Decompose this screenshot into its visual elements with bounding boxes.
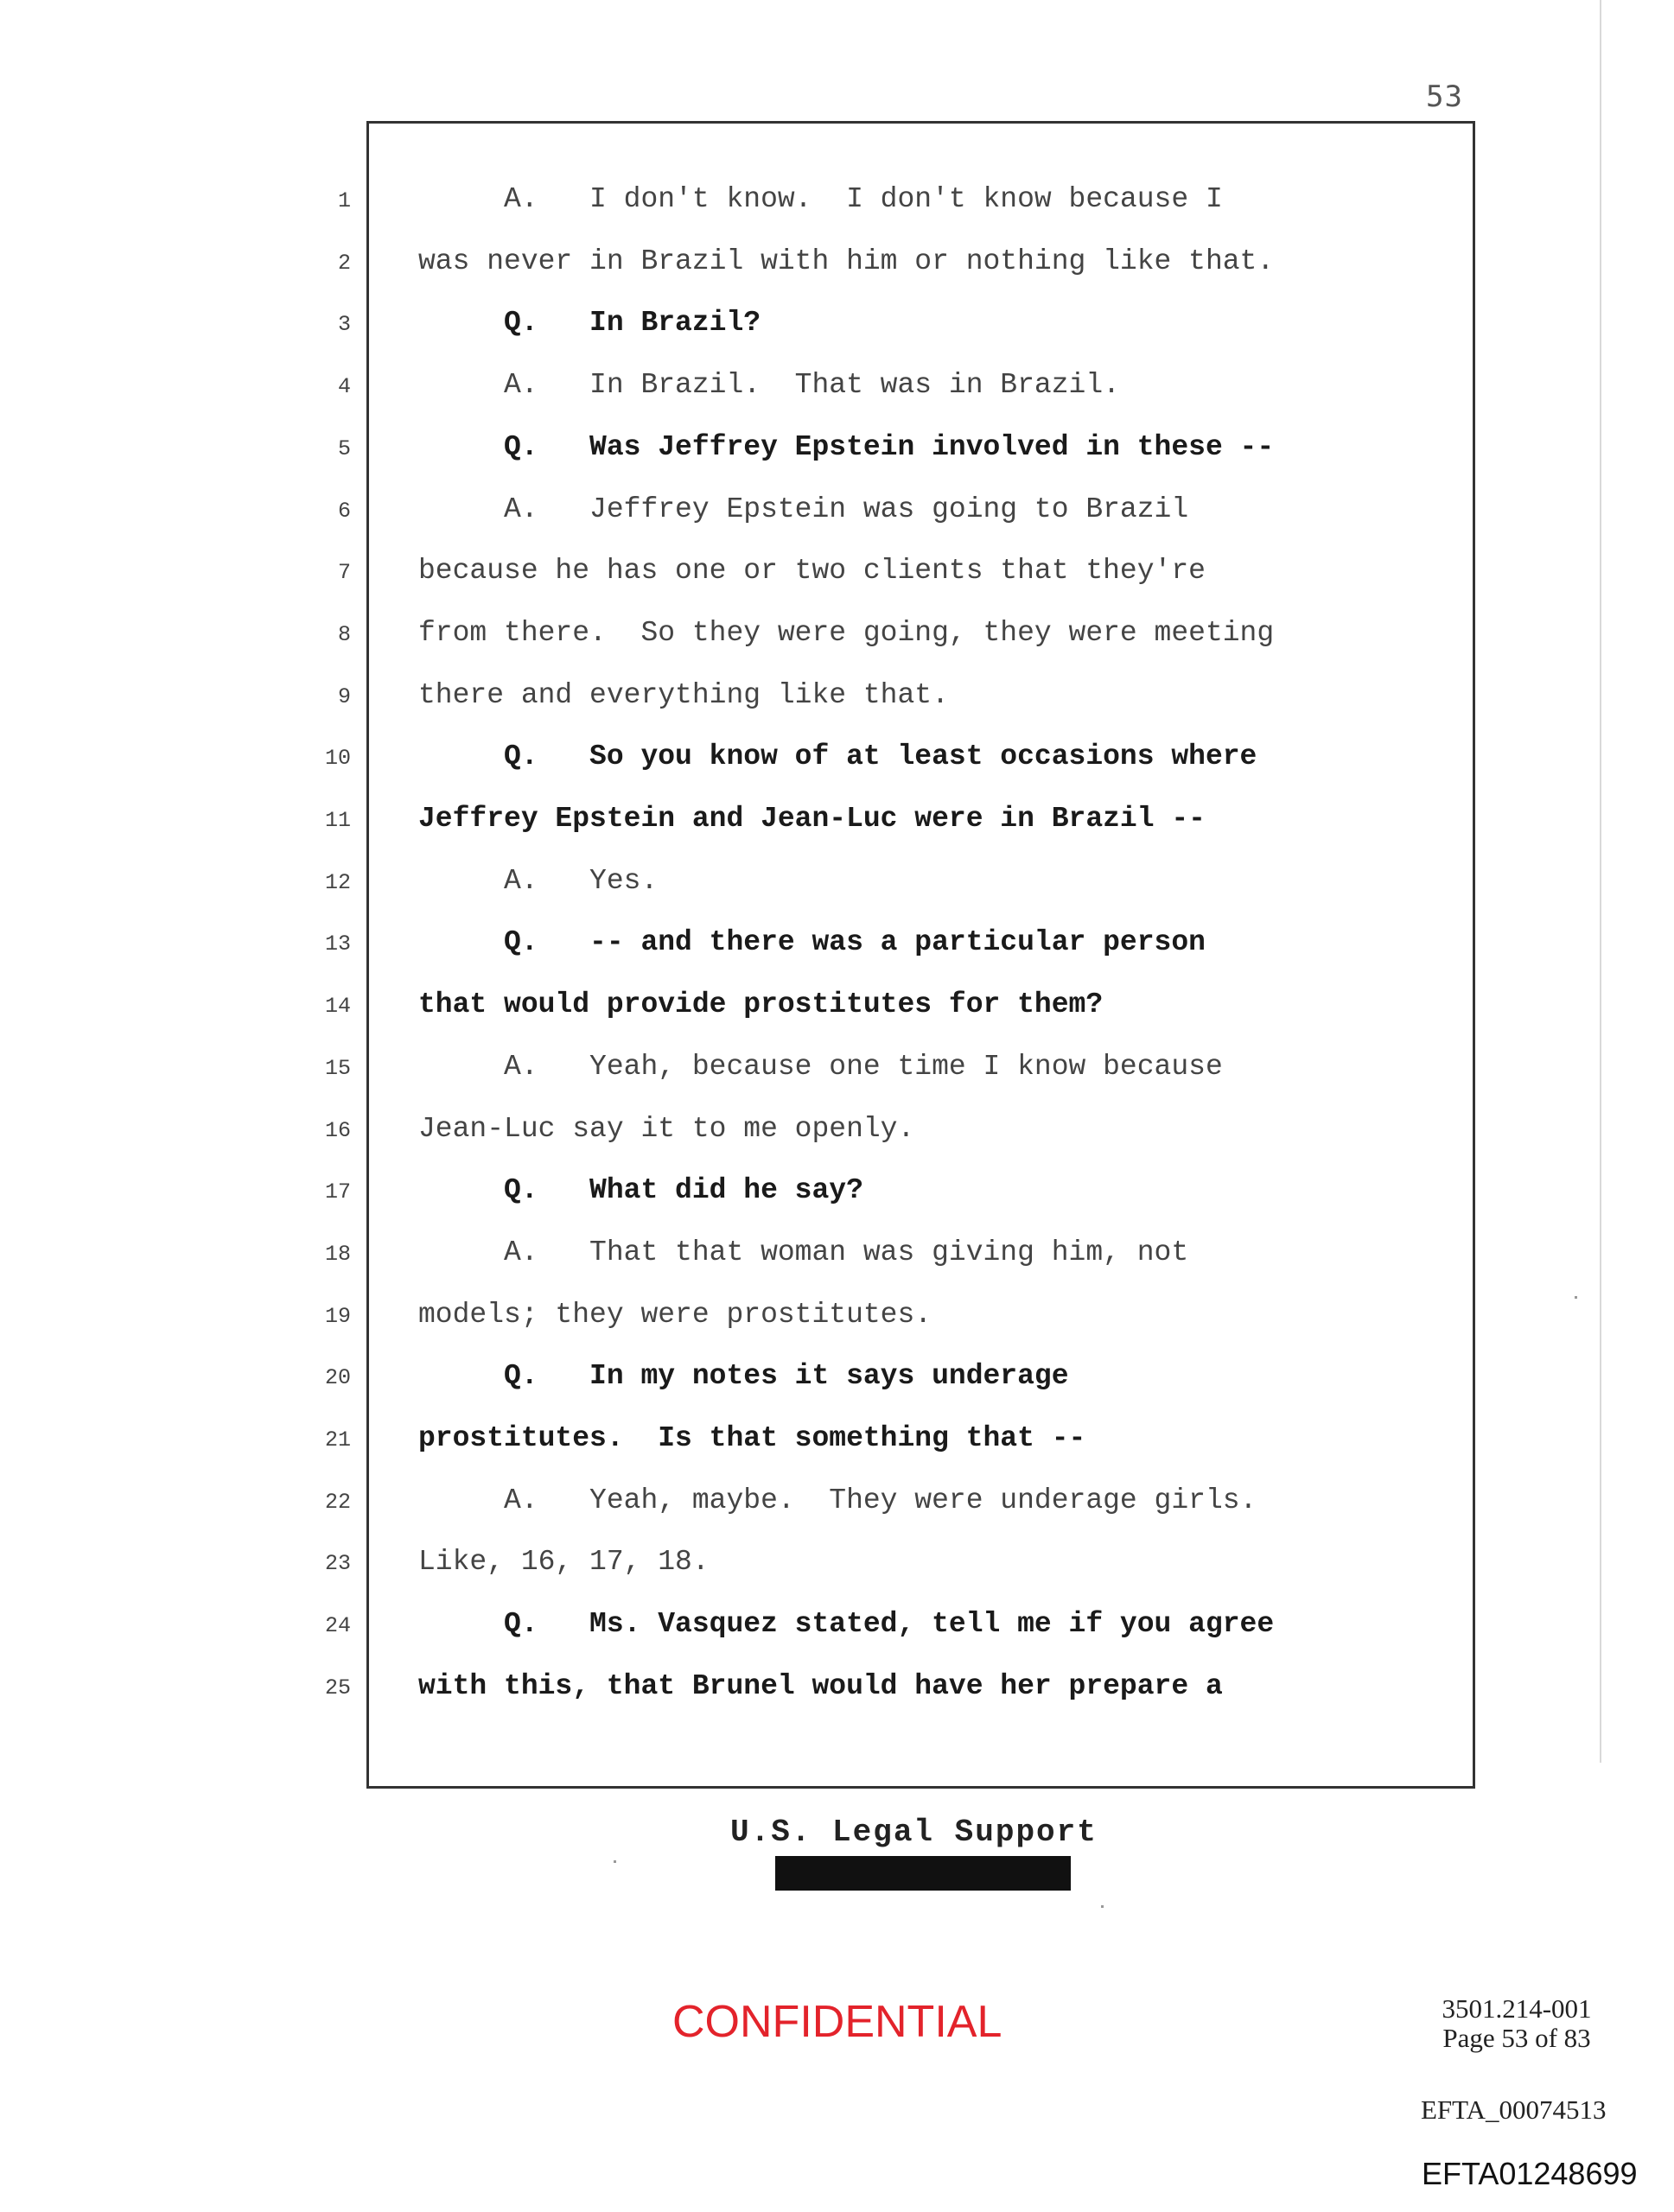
question-line: Q. In my notes it says underage (418, 1360, 1069, 1393)
answer-line: there and everything like that. (418, 678, 949, 711)
question-line: that would provide prostitutes for them? (418, 988, 1104, 1021)
line-number: 1 (337, 188, 351, 213)
line-number: 11 (324, 808, 351, 833)
line-number: 25 (324, 1675, 351, 1700)
redaction-bar (775, 1856, 1071, 1891)
question-line: Jeffrey Epstein and Jean-Luc were in Brazil -- (418, 803, 1206, 835)
answer-line: was never in Brazil with him or nothing like that. (418, 245, 1275, 277)
answer-line: A. Jeffrey Epstein was going to Brazil (418, 493, 1189, 525)
answer-line: A. That that woman was giving him, not (418, 1236, 1189, 1268)
confidential-stamp: CONFIDENTIAL (672, 1997, 1002, 2047)
question-line: Q. -- and there was a particular person (418, 926, 1206, 959)
line-number: 12 (324, 869, 351, 895)
line-number: 21 (324, 1427, 351, 1452)
question-line: Q. Was Jeffrey Epstein involved in these -- (418, 430, 1275, 463)
answer-line: A. In Brazil. That was in Brazil. (418, 369, 1120, 402)
line-number: 19 (324, 1303, 351, 1329)
footer-brand: U.S. Legal Support (730, 1815, 1098, 1850)
line-number: 4 (337, 374, 351, 400)
question-line: Q. Ms. Vasquez stated, tell me if you agree (418, 1608, 1275, 1641)
answer-line: models; they were prostitutes. (418, 1298, 932, 1331)
line-number: 6 (337, 498, 351, 524)
bates-number-small: EFTA_00074513 (1421, 2094, 1607, 2125)
answer-line: A. I don't know. I don't know because I (418, 183, 1223, 215)
question-line: Q. In Brazil? (418, 307, 761, 340)
line-number: 13 (324, 931, 351, 957)
line-number: 22 (324, 1489, 351, 1515)
exhibit-page: Page 53 of 83 (1442, 2023, 1591, 2053)
answer-line: Jean-Luc say it to me openly. (418, 1112, 915, 1145)
question-line: with this, that Brunel would have her prepare a (418, 1669, 1223, 1702)
line-number: 17 (324, 1179, 351, 1205)
margin-rule (1600, 0, 1601, 1763)
line-number: 10 (324, 746, 351, 772)
question-line: prostitutes. Is that something that -- (418, 1422, 1086, 1454)
scan-speck (1101, 1905, 1104, 1908)
line-number: 24 (324, 1613, 351, 1639)
question-line: Q. What did he say? (418, 1174, 863, 1207)
question-line: Q. So you know of at least occasions where (418, 741, 1257, 773)
scan-speck (1575, 1296, 1577, 1299)
line-number: 2 (337, 250, 351, 276)
line-number: 16 (324, 1117, 351, 1143)
line-number: 9 (337, 683, 351, 709)
answer-line: Like, 16, 17, 18. (418, 1546, 710, 1579)
answer-line: because he has one or two clients that they're (418, 555, 1206, 588)
line-number: 20 (324, 1365, 351, 1391)
scan-speck (614, 1860, 616, 1863)
line-number: 18 (324, 1241, 351, 1267)
answer-line: A. Yes. (418, 864, 659, 897)
line-number: 14 (324, 994, 351, 1020)
page-number: 53 (1426, 79, 1463, 114)
line-number: 5 (337, 435, 351, 461)
line-number: 7 (337, 560, 351, 586)
answer-line: A. Yeah, because one time I know because (418, 1050, 1223, 1083)
line-number: 3 (337, 312, 351, 338)
line-number: 23 (324, 1551, 351, 1577)
answer-line: from there. So they were going, they were meeting (418, 616, 1275, 649)
exhibit-label (1417, 1994, 1616, 2053)
line-number: 8 (337, 621, 351, 647)
bates-number-large: EFTA01248699 (1422, 2156, 1638, 2191)
line-number: 15 (324, 1055, 351, 1081)
exhibit-id: 3501.214-001 (1442, 1993, 1592, 2024)
answer-line: A. Yeah, maybe. They were underage girls. (418, 1484, 1257, 1516)
